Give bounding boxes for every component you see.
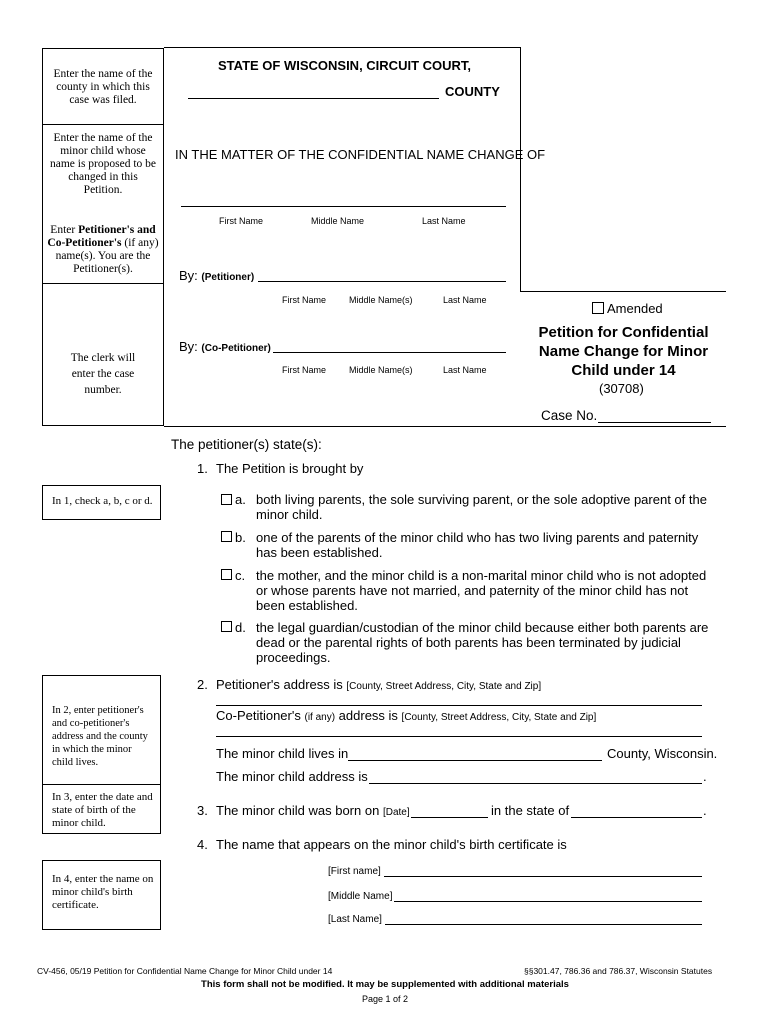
co-petitioner-address-hint: [County, Street Address, City, State and Zip] <box>401 712 597 723</box>
footer-statutes: §§301.47, 786.36 and 786.37, Wisconsin Statutes <box>524 966 713 976</box>
minor-last-name-label: Last Name <box>422 216 466 226</box>
item1-text: The Petition is brought by <box>216 461 364 476</box>
petitioner-address-hint: [County, Street Address, City, State and Zip] <box>346 681 542 692</box>
petitioner-last-name-label: Last Name <box>443 295 487 305</box>
co-petitioner-by: By: (Co-Petitioner) <box>179 339 271 354</box>
birth-state-period: . <box>703 803 707 818</box>
option-b-letter: b. <box>235 530 246 545</box>
option-a-text: both living parents, the sole surviving parent, or the sole adoptive parent of the minor child. <box>256 492 707 522</box>
cert-middle-name-field[interactable] <box>394 889 702 902</box>
amended-label: Amended <box>607 301 663 316</box>
option-c-letter: c. <box>235 568 246 583</box>
note-petitioner-bold: Petitioner's and Co-Petitioner's <box>47 224 156 249</box>
cert-first-name-field[interactable] <box>384 864 702 877</box>
petitioner-by: By: (Petitioner) <box>179 268 255 283</box>
minor-name-field[interactable] <box>181 194 506 207</box>
item1-number: 1. <box>197 461 208 476</box>
note-box-item2 <box>42 675 161 785</box>
cert-last-name-field[interactable] <box>385 912 702 925</box>
note-item4: In 4, enter the name on minor child's birth certificate. <box>52 873 154 911</box>
footer-warning: This form shall not be modified. It may be supplemented with additional materials <box>201 979 569 990</box>
birth-state-field[interactable] <box>571 805 702 818</box>
footer-form-id: CV-456, 05/19 Petition for Confidential Name Change for Minor Child under 14 <box>37 966 333 976</box>
note-item3: In 3, enter the date and state of birth of the minor child. <box>52 791 153 829</box>
petitioner-address-field[interactable] <box>216 693 702 706</box>
co-petitioner-address-label: Co-Petitioner's (if any) address is [County, Street Address, City, State and Zip] <box>216 708 597 723</box>
child-address-period: . <box>703 769 707 784</box>
co-petitioner-address-field[interactable] <box>216 724 702 737</box>
option-b-checkbox[interactable] <box>221 531 232 542</box>
note-box-clerk <box>42 283 164 426</box>
county-label: COUNTY <box>445 84 500 99</box>
child-address-label: The minor child address is <box>216 769 368 784</box>
co-petitioner-label: (Co-Petitioner) <box>201 343 271 354</box>
cert-middle-name-hint: [Middle Name] <box>328 891 393 902</box>
petitioners-state: The petitioner(s) state(s): <box>171 437 322 452</box>
amended-checkbox[interactable] <box>592 302 604 314</box>
item3-number: 3. <box>197 803 208 818</box>
note-petitioner: Enter Petitioner's and Co-Petitioner's (if any) name(s). You are the Petitioner(s). <box>47 224 159 275</box>
note-minor: Enter the name of the minor child whose name is proposed to be changed in this Petition. <box>49 132 157 196</box>
birth-date-field[interactable] <box>411 805 488 818</box>
minor-first-name-label: First Name <box>219 216 264 226</box>
note-clerk: The clerk will enter the case number. <box>70 352 136 396</box>
co-petitioner-first-name-label: First Name <box>282 365 327 375</box>
note-box-item4 <box>42 860 161 930</box>
petitioner-address-label: Petitioner's address is [County, Street Address, City, State and Zip] <box>216 677 542 692</box>
date-hint: [Date] <box>382 807 410 818</box>
petitioner-name-field[interactable] <box>258 269 506 282</box>
child-address-field[interactable] <box>369 771 702 784</box>
form-number: (30708) <box>599 381 644 396</box>
cert-first-name-hint: [First name] <box>328 866 381 877</box>
note-county: Enter the name of the county in which this case was filed. <box>53 68 153 106</box>
co-petitioner-middle-name-label: Middle Name(s) <box>349 365 413 375</box>
header-top-rule <box>164 47 521 48</box>
header-right-rule <box>520 291 726 292</box>
header-bottom-rule <box>164 426 726 427</box>
co-petitioner-name-field[interactable] <box>273 340 506 353</box>
case-number-label: Case No. <box>541 408 598 423</box>
item4-number: 4. <box>197 837 208 852</box>
child-county-field[interactable] <box>348 748 602 761</box>
item2-number: 2. <box>197 677 208 692</box>
note-box-names <box>42 124 164 284</box>
option-a-checkbox[interactable] <box>221 494 232 505</box>
option-b-text: one of the parents of the minor child who has two living parents and paternity has been established. <box>256 530 699 560</box>
note-item1: In 1, check a, b, c or d. <box>52 495 153 507</box>
case-number-field[interactable] <box>598 410 711 423</box>
birth-certificate-label: The name that appears on the minor child's birth certificate is <box>216 837 567 852</box>
matter-title: IN THE MATTER OF THE CONFIDENTIAL NAME CHANGE OF <box>175 147 546 162</box>
option-c-text: the mother, and the minor child is a non-marital minor child who is not adopted or whose parents have not married, and paternity of the minor child has not been established. <box>256 568 707 613</box>
option-d-checkbox[interactable] <box>221 621 232 632</box>
court-title: STATE OF WISCONSIN, CIRCUIT COURT, <box>218 58 472 73</box>
option-d-text: the legal guardian/custodian of the minor child because either both parents are dead or the parental rights of both parents has been terminated by judicial proceedings. <box>256 620 709 665</box>
note-box-county <box>42 48 164 125</box>
born-on-label: The minor child was born on [Date] <box>216 803 410 818</box>
petitioner-first-name-label: First Name <box>282 295 327 305</box>
petitioner-middle-name-label: Middle Name(s) <box>349 295 413 305</box>
child-lives-label: The minor child lives in <box>216 746 349 761</box>
minor-middle-name-label: Middle Name <box>311 216 365 226</box>
option-a-letter: a. <box>235 492 246 507</box>
option-d-letter: d. <box>235 620 246 635</box>
header-divider <box>520 47 521 292</box>
cert-last-name-hint: [Last Name] <box>328 914 382 925</box>
form-title: Petition for Confidential Name Change for Minor Child under 14 <box>538 324 709 379</box>
co-petitioner-last-name-label: Last Name <box>443 365 487 375</box>
footer-page: Page 1 of 2 <box>361 994 409 1004</box>
note-box-item3 <box>42 784 161 834</box>
petitioner-label: (Petitioner) <box>201 272 255 283</box>
note-item2: In 2, enter petitioner's and co-petitioner's address and the county in which the minor child lives. <box>52 705 148 768</box>
option-c-checkbox[interactable] <box>221 569 232 580</box>
county-field[interactable] <box>188 86 439 99</box>
county-wisconsin-label: County, Wisconsin. <box>607 746 718 761</box>
note-box-item1 <box>42 485 161 520</box>
in-state-label: in the state of <box>491 803 570 818</box>
